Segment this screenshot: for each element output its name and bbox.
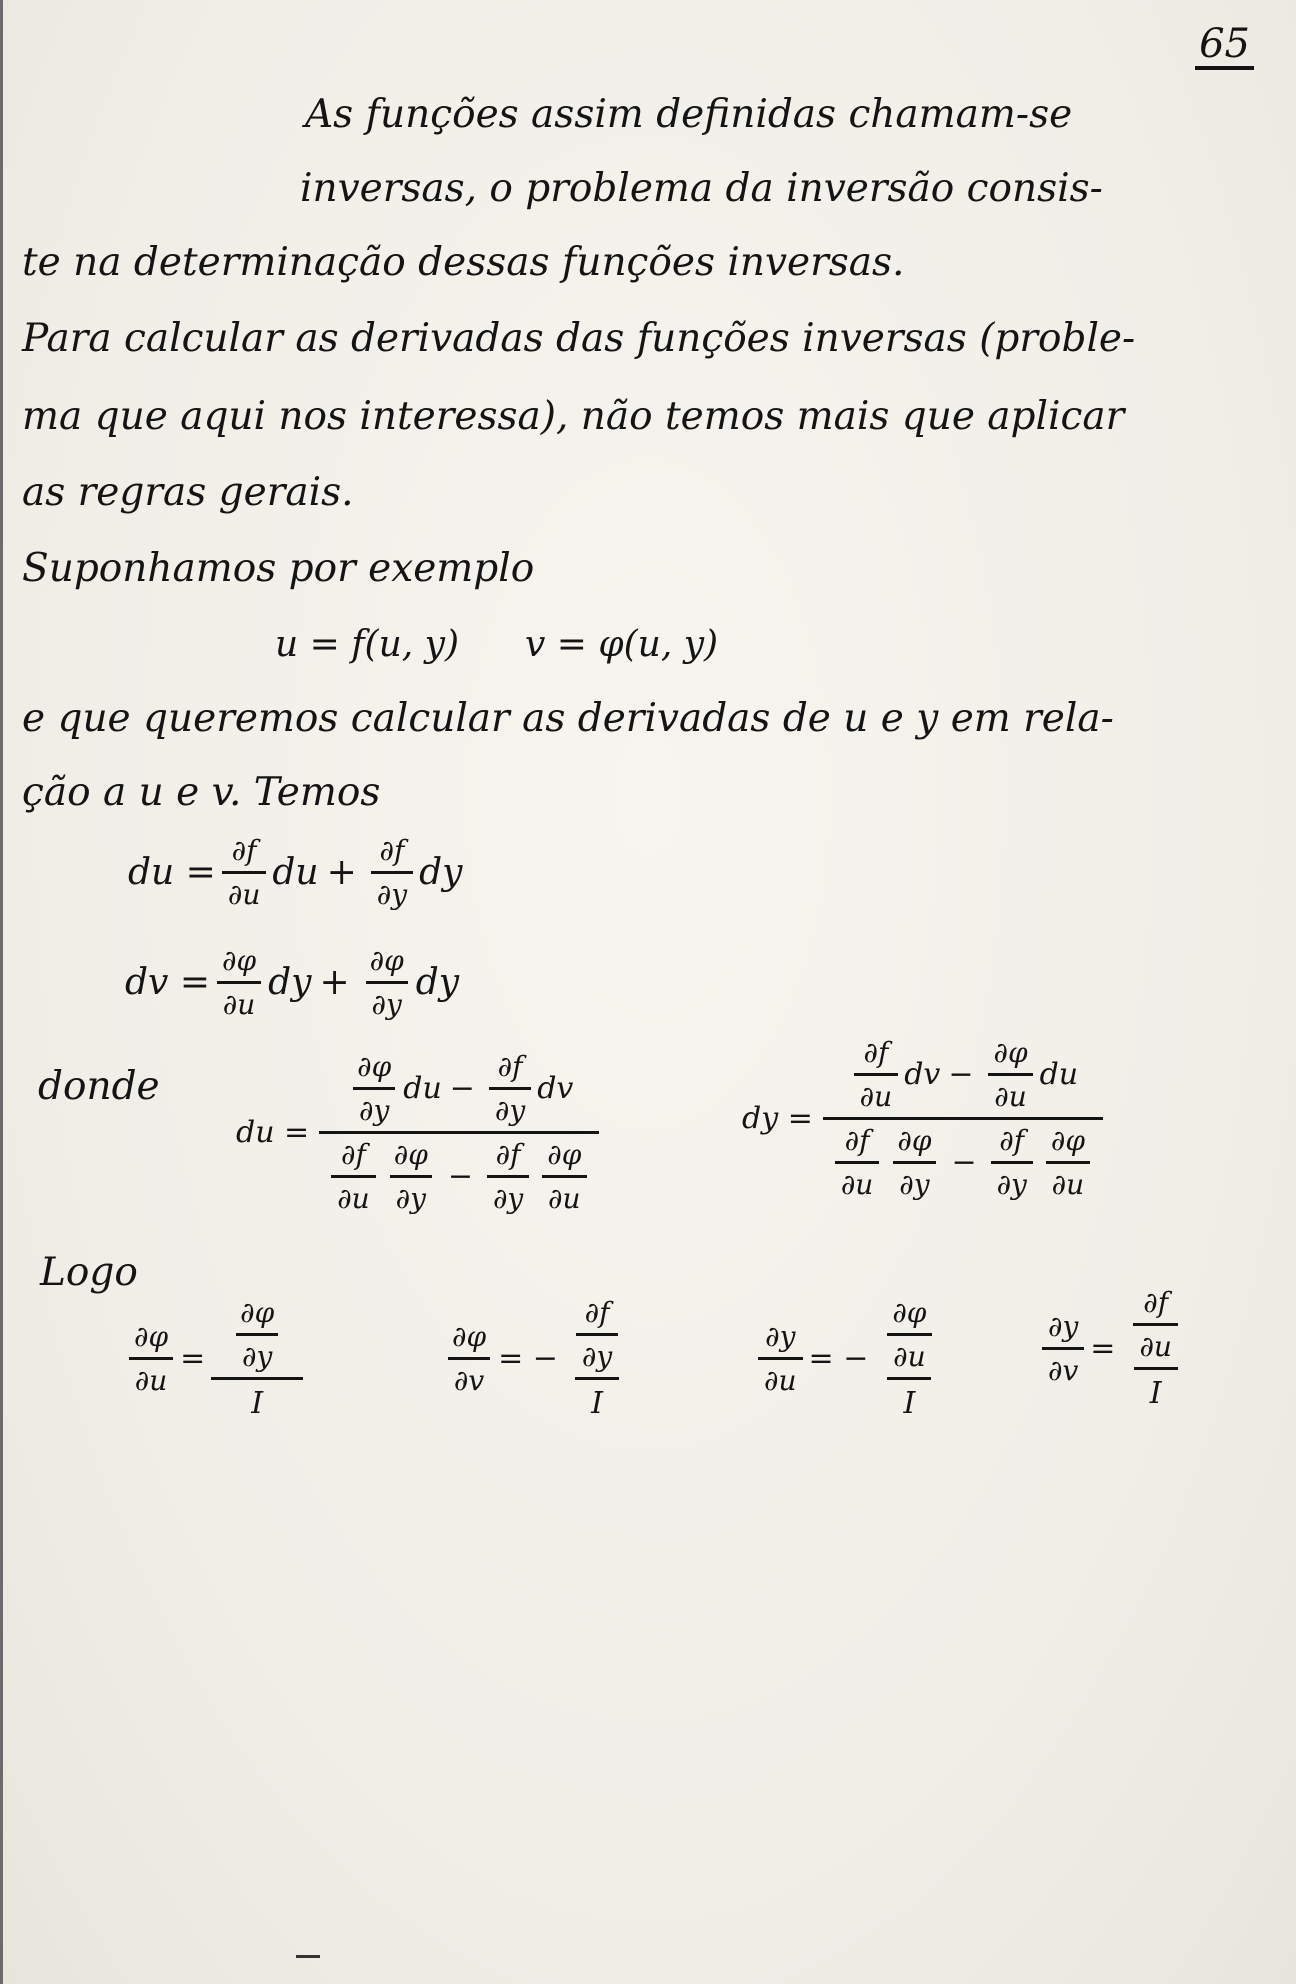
donde-du-den-d (541, 1138, 587, 1215)
donde-du-num-a-n: ∂φ (357, 1050, 392, 1083)
donde-dy-num-b-n: ∂φ (993, 1036, 1028, 1069)
donde-dy-num-a-n: ∂f (863, 1036, 889, 1069)
donde-du-num-a-var: du (403, 1071, 442, 1106)
result-2-rhs-inner (576, 1296, 618, 1373)
donde-dy-den-a-d: ∂u (835, 1161, 880, 1201)
bottom-stray-mark (296, 1955, 320, 1958)
result-1-lhs (128, 1320, 174, 1397)
text-line-3: te na determinação dessas funções inversas. (22, 240, 905, 285)
dv-term1-den: ∂u (217, 981, 262, 1021)
result-4-lhs-num: ∂y (1048, 1310, 1079, 1343)
du-term1-var: du (272, 852, 319, 893)
donde-dy-den-a (835, 1124, 880, 1201)
result-4-lhs (1042, 1310, 1084, 1387)
dv-term2-fraction (364, 944, 410, 1021)
donde-du-den-b-d: ∂y (390, 1175, 432, 1215)
dv-term2-var: dy (415, 962, 460, 1003)
donde-dy-num-b-d: ∂u (988, 1073, 1033, 1113)
donde-dy-den-c-d: ∂y (991, 1161, 1033, 1201)
donde-dy-den-c (991, 1124, 1033, 1201)
donde-dy-den-d (1045, 1124, 1091, 1201)
donde-du-den-c (487, 1138, 529, 1215)
text-line-1: As funções assim definidas chamam-se (305, 92, 1073, 137)
text-line-6: as regras gerais. (22, 470, 354, 515)
donde-dy-den-b (891, 1124, 937, 1201)
donde-dy-lhs: dy = (742, 1101, 813, 1136)
result-4 (1036, 1286, 1196, 1411)
result-4-rhs (1121, 1286, 1190, 1411)
donde-du-num-a-d: ∂y (353, 1087, 395, 1127)
du-term1-den: ∂u (222, 871, 267, 911)
text-line-9: ção a u e v. Temos (22, 770, 381, 815)
result-2-rhs-inner-den: ∂y (576, 1333, 618, 1373)
text-line-4: Para calcular as derivadas das funções inversas (proble- (22, 316, 1136, 361)
donde-dy-num-b (987, 1036, 1033, 1113)
result-2-rhs-den: I (575, 1377, 619, 1421)
result-2-eq: = − (498, 1341, 558, 1376)
result-2 (440, 1296, 636, 1421)
donde-du-den-minus: − (447, 1159, 473, 1194)
donde-du-den-c-d: ∂y (487, 1175, 529, 1215)
dv-term1-var: dy (268, 962, 312, 1003)
donde-du-den-a (331, 1138, 376, 1215)
page-edge-line (0, 0, 3, 1984)
dv-term2-num: ∂φ (369, 944, 404, 977)
definition-v: v = φ(u, y) (525, 624, 719, 665)
donde-du-main-fraction (319, 1050, 599, 1215)
result-4-rhs-den: I (1134, 1367, 1178, 1411)
result-2-rhs (564, 1296, 630, 1421)
text-line-5: ma que aqui nos interessa), não temos mais que aplicar (22, 394, 1125, 439)
result-3-rhs-inner-den: ∂u (887, 1333, 932, 1373)
donde-du-denominator (319, 1131, 599, 1215)
donde-dy-den-a-n: ∂f (844, 1124, 870, 1157)
du-term1-fraction (222, 834, 267, 911)
result-4-rhs-inner (1133, 1286, 1178, 1363)
result-3-lhs-num: ∂y (765, 1320, 796, 1353)
du-term1-num: ∂f (231, 834, 257, 867)
donde-dy-equation (742, 1036, 1109, 1201)
donde-du-num-b-n: ∂f (497, 1050, 523, 1083)
donde-dy-numerator (842, 1036, 1084, 1117)
result-3-rhs-inner-num: ∂φ (892, 1296, 927, 1329)
result-1-lhs-num: ∂φ (134, 1320, 169, 1353)
result-2-lhs-den: ∂v (448, 1357, 490, 1397)
donde-du-den-a-d: ∂u (331, 1175, 376, 1215)
du-term2-den: ∂y (371, 871, 413, 911)
donde-dy-den-c-n: ∂f (999, 1124, 1025, 1157)
result-3-eq: = − (808, 1341, 869, 1376)
donde-du-lhs: du = (236, 1115, 310, 1150)
donde-du-num-b (489, 1050, 531, 1127)
donde-dy-den-b-d: ∂y (893, 1161, 935, 1201)
donde-du-den-b-n: ∂φ (393, 1138, 428, 1171)
result-2-rhs-num (564, 1296, 630, 1377)
donde-dy-den-minus: − (951, 1145, 977, 1180)
donde-du-num-b-var: dv (537, 1071, 574, 1106)
dv-plus: + (319, 962, 350, 1003)
logo-label: Logo (40, 1250, 138, 1295)
result-1-rhs (211, 1296, 303, 1421)
du-term2-num: ∂f (379, 834, 405, 867)
text-line-8: e que queremos calcular as derivadas de u e y em rela- (22, 696, 1114, 741)
donde-du-num-a (351, 1050, 397, 1127)
dv-term1-num: ∂φ (222, 944, 257, 977)
result-1-rhs-inner (234, 1296, 280, 1373)
text-line-2: inversas, o problema da inversão consis- (300, 166, 1103, 211)
dv-equation (125, 944, 459, 1021)
dv-lhs: dv = (125, 962, 210, 1003)
donde-dy-den-d-n: ∂φ (1050, 1124, 1085, 1157)
result-1-rhs-inner-num: ∂φ (240, 1296, 275, 1329)
donde-du-den-b (388, 1138, 434, 1215)
donde-dy-den-d-d: ∂u (1046, 1161, 1091, 1201)
text-line-7: Suponhamos por exemplo (22, 546, 535, 591)
result-1 (122, 1296, 309, 1421)
result-4-rhs-inner-num: ∂f (1143, 1286, 1169, 1319)
result-4-lhs-den: ∂v (1042, 1347, 1084, 1387)
donde-du-num-minus: − (449, 1071, 475, 1106)
result-3-rhs-inner (886, 1296, 932, 1373)
result-4-eq: = (1090, 1331, 1116, 1366)
result-3-rhs (874, 1296, 944, 1421)
result-1-rhs-inner-den: ∂y (236, 1333, 278, 1373)
du-term2-var: dy (419, 852, 463, 893)
result-1-rhs-den: I (211, 1377, 303, 1421)
donde-du-num-b-d: ∂y (489, 1087, 531, 1127)
donde-du-den-d-d: ∂u (542, 1175, 587, 1215)
donde-du-den-c-n: ∂f (495, 1138, 521, 1171)
donde-du-numerator (339, 1050, 579, 1131)
result-4-rhs-num (1121, 1286, 1190, 1367)
result-2-lhs-num: ∂φ (452, 1320, 487, 1353)
result-1-eq: = (180, 1341, 206, 1376)
du-equation (128, 834, 462, 911)
result-2-rhs-inner-num: ∂f (584, 1296, 610, 1329)
result-4-rhs-inner-den: ∂u (1133, 1323, 1178, 1363)
definition-u: u = f(u, y) (275, 624, 460, 665)
result-1-rhs-num (222, 1296, 292, 1377)
result-3-rhs-den: I (887, 1377, 931, 1421)
donde-du-den-d-n: ∂φ (547, 1138, 582, 1171)
result-3-lhs-den: ∂u (758, 1357, 803, 1397)
donde-dy-num-a-var: dv (904, 1057, 941, 1092)
donde-du-den-a-n: ∂f (341, 1138, 366, 1171)
donde-dy-num-a (854, 1036, 899, 1113)
result-3-lhs (758, 1320, 803, 1397)
donde-dy-den-b-n: ∂φ (897, 1124, 932, 1157)
result-1-lhs-den: ∂u (129, 1357, 174, 1397)
donde-dy-num-b-var: du (1039, 1057, 1079, 1092)
donde-dy-num-minus: − (948, 1057, 974, 1092)
result-3-rhs-num (874, 1296, 944, 1377)
du-term2-fraction (371, 834, 413, 911)
du-lhs: du = (128, 852, 216, 893)
du-plus: + (326, 852, 357, 893)
dv-term1-fraction (216, 944, 262, 1021)
donde-dy-main-fraction (823, 1036, 1103, 1201)
donde-du-equation (236, 1050, 605, 1215)
donde-dy-num-a-d: ∂u (854, 1073, 899, 1113)
page-number: 65 (1195, 22, 1254, 70)
result-3 (752, 1296, 950, 1421)
donde-dy-denominator (823, 1117, 1103, 1201)
donde-label: donde (38, 1064, 160, 1109)
dv-term2-den: ∂y (366, 981, 408, 1021)
result-2-lhs (446, 1320, 492, 1397)
